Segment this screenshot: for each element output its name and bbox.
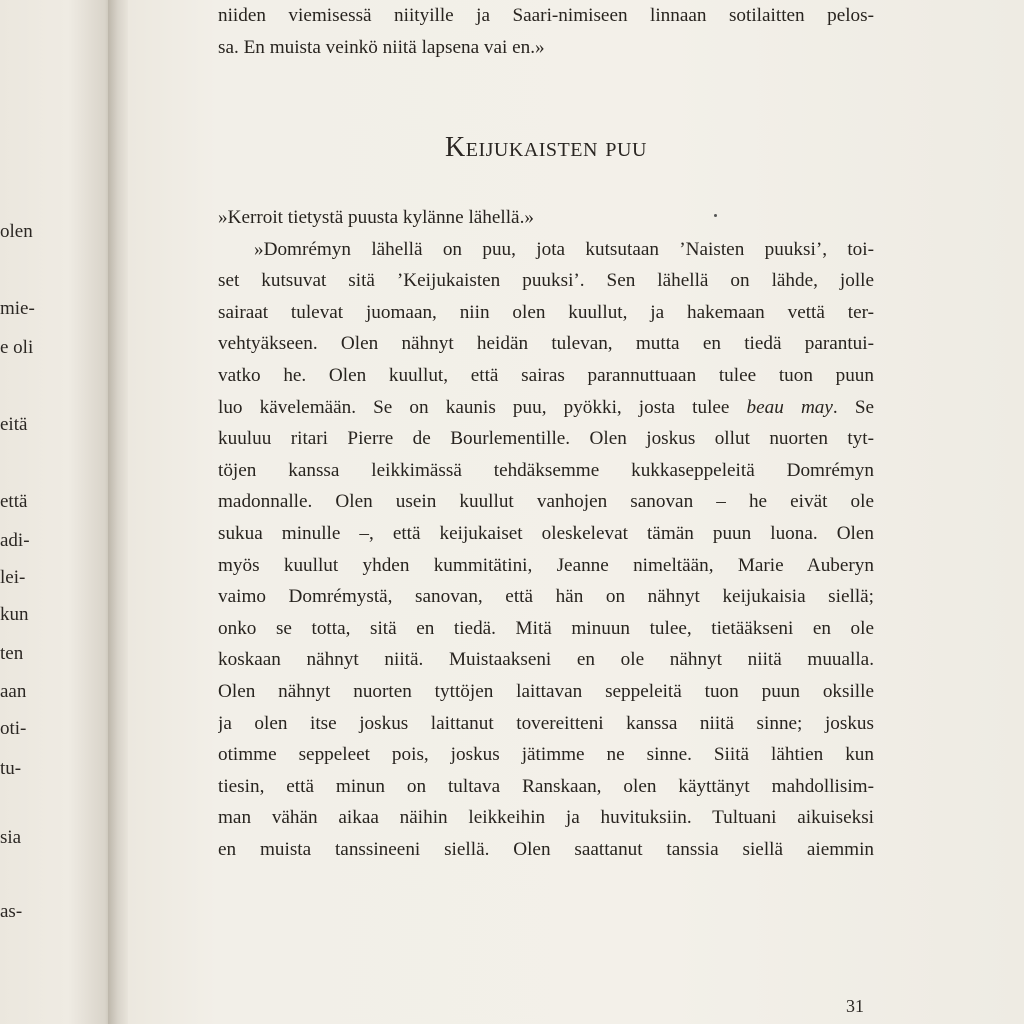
text-line: »Domrémyn lähellä on puu, jota kutsutaan ’Naisten puuksi’, toi- [254,238,874,260]
text-line: man vähän aikaa näihin leikkeihin ja huvituksiin. Tultuani aikuiseksi [218,807,874,829]
text-line: tiesin, että minun on tultava Ranskaan, olen käyttänyt mahdollisim- [218,775,874,797]
left-page-fragment: olen [0,221,33,242]
text-line: vehtyäkseen. Olen nähnyt heidän tulevan, mutta en tiedä parantui- [218,333,874,355]
left-page-fragment: tu- [0,758,22,779]
page-number: 31 [846,996,864,1016]
left-page-fragment: as- [0,901,23,922]
left-page-fragment: ten [0,643,24,664]
top-paragraph [218,0,874,63]
italic-phrase: beau may [746,396,833,418]
text-line: Olen nähnyt nuorten tyttöjen laittavan seppeleitä tuon puun oksille [218,680,874,702]
text-line: myös kuullut yhden kummitätini, Jeanne nimeltään, Marie Auberyn [218,554,874,576]
text-line: vaimo Domrémystä, sanovan, että hän on nähnyt keijukaisia siellä; [218,586,874,608]
text-line: ja olen itse joskus laittanut tovereitteni kanssa niitä sinne; joskus [218,712,874,734]
text-line: madonnalle. Olen usein kuullut vanhojen sanovan – he eivät ole [218,491,874,513]
text-line: en muista tanssineeni siellä. Olen saattanut tanssia siellä aiemmin [218,838,874,860]
text-line: sa. En muista veinkö niitä lapsena vai en.» [218,36,545,58]
left-page-fragment: että [0,491,28,512]
left-page-fragment: eitä [0,414,28,435]
text-line: luo kävelemään. Se on kaunis puu, pyökki, josta tulee beau may. Se [218,396,874,418]
text-line: sukua minulle –, että keijukaiset oleskelevat tämän puun luona. Olen [218,522,874,544]
text-line: koskaan nähnyt niitä. Muistaakseni en ole nähnyt niitä muualla. [218,649,874,671]
text-line: vatko he. Olen kuullut, että sairas parannuttuaan tulee tuon puun [218,364,874,386]
left-page-fragment: lei- [0,567,26,588]
left-page-fragment: oti- [0,718,27,739]
text-line: sairaat tulevat juomaan, niin olen kuullut, ja hakemaan vettä ter- [218,301,874,323]
text-line: otimme seppeleet pois, joskus jätimme ne sinne. Siitä lähtien kun [218,744,874,766]
left-page-fragment: kun [0,604,29,625]
text-line: onko se totta, sitä en tiedä. Mitä minuun tulee, tietääkseni en ole [218,617,874,639]
left-page [0,0,114,1024]
body-text [218,202,874,865]
text-line: töjen kanssa leikkimässä tehdäksemme kukkaseppeleitä Domrémyn [218,459,874,481]
text-line: »Kerroit tietystä puusta kylänne lähellä.» [218,207,534,228]
left-page-fragment: mie- [0,298,35,319]
left-page-fragment: sia [0,827,22,848]
left-page-fragment: e oli [0,337,34,358]
text-line: set kutsuvat sitä ’Keijukaisten puuksi’. Sen lähellä on lähde, jolle [218,270,874,292]
text-line: kuuluu ritari Pierre de Bourlementille. Olen joskus ollut nuorten tyt- [218,428,874,450]
book-gutter [108,0,130,1024]
text-line: niiden viemisessä niityille ja Saari-nimiseen linnaan sotilaitten pelos- [218,5,874,26]
left-page-fragment: adi- [0,530,30,551]
section-heading: Keijukaisten puu [445,132,647,163]
left-page-fragment: aan [0,681,27,702]
